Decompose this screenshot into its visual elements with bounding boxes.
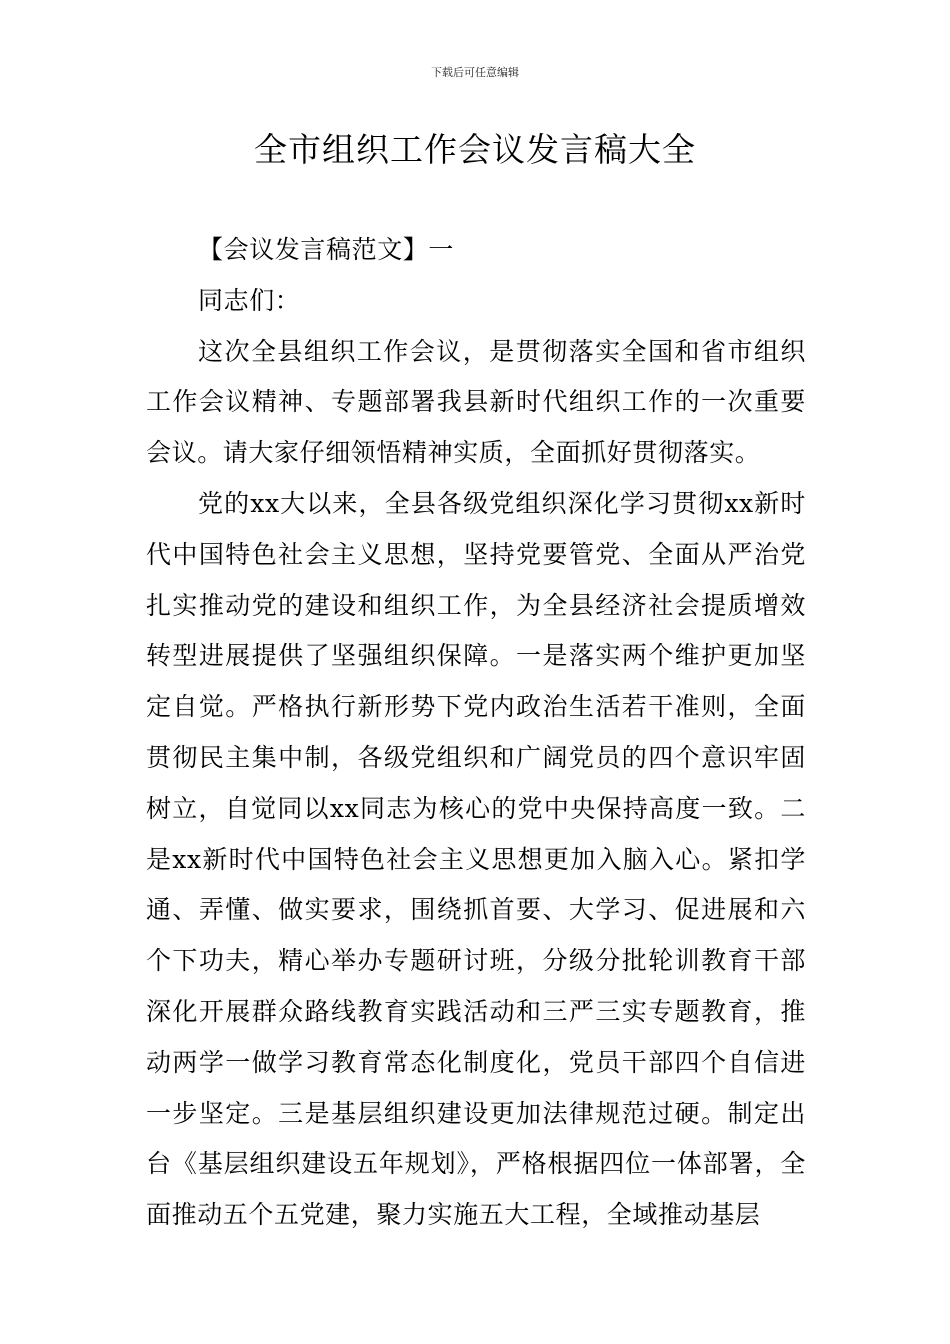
- document-title: 全市组织工作会议发言稿大全: [254, 130, 696, 169]
- section-heading: 【会议发言稿范文】一: [198, 235, 455, 264]
- header-note: 下载后可任意编辑: [431, 66, 519, 79]
- body-paragraph: 党的xx大以来，全县各级党组织深化学习贯彻xx新时代中国特色社会主义思想，坚持党要管党、全面从严治党扎实推动党的建设和组织工作，为全县经济社会提质增效转型进展提供了坚强组织保障。一是落实两个维护更加坚定自觉。严格执行新形势下党内政治生活若干准则，全面贯彻民主集中制，各级党组织和广阔党员的四个意识牢固树立，自觉同以xx同志为核心的党中央保持高度一致。二是xx新时代中国特色社会主义思想更加入脑入心。紧扣学通、弄懂、做实要求，围绕抓首要、大学习、促进展和六个下功夫，精心举办专题研讨班，分级分批轮训教育干部深化开展群众路线教育实践活动和三严三实专题教育，推动两学一做学习教育常态化制度化，党员干部四个自信进一步坚定。三是基层组织建设更加法律规范过硬。制定出台《基层组织建设五年规划》，严格根据四位一体部署，全面推动五个五党建，聚力实施五大工程，全域推动基层: [146, 488, 806, 1230]
- salutation: 同志们：: [198, 285, 301, 315]
- body-paragraph: 这次全县组织工作会议，是贯彻落实全国和省市组织工作会议精神、专题部署我县新时代组织工作的一次重要会议。请大家仔细领悟精神实质，全面抓好贯彻落实。: [146, 336, 806, 468]
- document-body: [146, 225, 806, 1241]
